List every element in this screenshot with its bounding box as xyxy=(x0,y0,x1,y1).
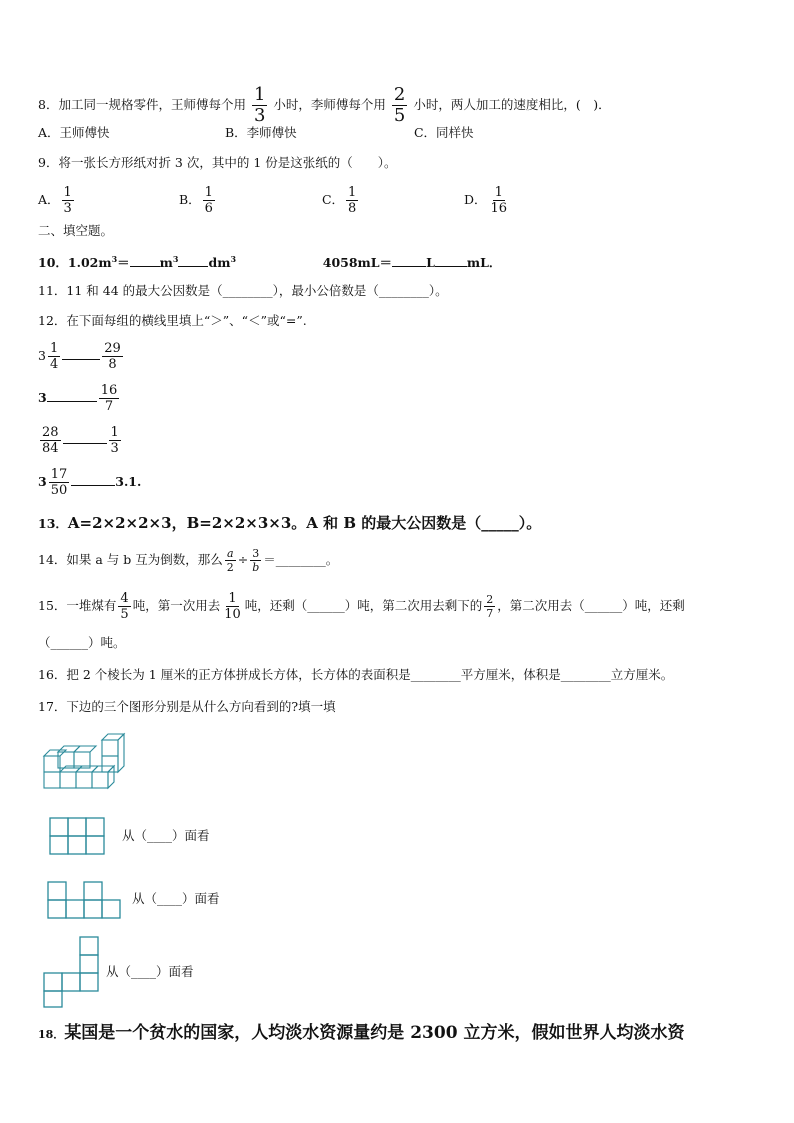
view-figure-1 xyxy=(48,816,108,856)
question-8: 8．加工同一规格零件，王师傅每个用 $\frac{1}{3}$ 小时，李师傅每个用 $\frac{2}{5}$ 小时，两人加工的速度相比，( )． xyxy=(38,84,611,126)
view-label-1: 从（____）面看 xyxy=(122,828,210,843)
option-a: A．王师傅快 xyxy=(38,125,110,140)
option-a: A． $\frac{1}{3}$ xyxy=(38,185,72,216)
answer-blank[interactable] xyxy=(71,473,115,486)
question-12-row-4: 3 $\frac{17}{50}$ 3.1. xyxy=(38,467,142,498)
cube-stack-figure xyxy=(40,730,130,794)
option-d: D． $\frac{1}{16}$ xyxy=(463,185,508,216)
question-14: 14．如果 a 与 b 互为倒数，那么 $\frac{a}{2}$ ÷ $\frac{3}{b}$ ＝________。 xyxy=(38,547,339,574)
option-c: C．同样快 xyxy=(413,125,474,140)
question-18: 18．某国是一个贫水的国家，人均淡水资源量约是 2300 立方米，假如世界人均淡水资 xyxy=(38,1023,685,1043)
question-11: 11．11 和 44 的最大公因数是（________），最小公倍数是（________）。 xyxy=(38,283,448,298)
question-15-line-2: （______）吨。 xyxy=(38,635,126,650)
view-figure-2 xyxy=(46,880,122,920)
question-9: 9．将一张长方形纸对折 3 次，其中的 1 份是这张纸的（ ）。 xyxy=(38,155,397,170)
fraction-two-fifths: $\frac{2}{5}$ xyxy=(393,84,406,126)
answer-blank[interactable] xyxy=(435,254,467,267)
view-label-3: 从（____）面看 xyxy=(106,964,194,979)
question-17: 17．下边的三个图形分别是从什么方向看到的?填一填 xyxy=(38,699,336,714)
view-figure-3 xyxy=(42,935,102,1009)
answer-blank[interactable] xyxy=(130,254,160,267)
answer-blank[interactable] xyxy=(47,389,97,402)
section-title: 二、填空题。 xyxy=(38,223,114,238)
option-c: C． $\frac{1}{8}$ xyxy=(321,185,357,216)
question-8-options xyxy=(38,124,474,142)
answer-blank[interactable] xyxy=(178,254,208,267)
option-b: B．李师傅快 xyxy=(224,125,297,140)
fraction-one-third: $\frac{1}{3}$ xyxy=(253,84,266,126)
question-12-row-2: 3 $\frac{16}{7}$ xyxy=(38,383,118,414)
question-9-options xyxy=(38,186,511,215)
question-13: 13．A=2×2×2×3，B=2×2×3×3。A 和 B 的最大公因数是（_____）。 xyxy=(38,514,542,532)
question-16: 16．把 2 个棱长为 1 厘米的正方体拼成长方体，长方体的表面积是________平方厘米，体积是________立方厘米。 xyxy=(38,667,674,682)
view-label-2: 从（____）面看 xyxy=(132,891,220,906)
answer-blank[interactable] xyxy=(392,254,426,267)
question-15: 15．一堆煤有 $\frac{4}{5}$ 吨，第一次用去 $\frac{1}{10}$ 吨，还剩（______）吨，第二次用去剩下的 $\frac{2}{7}$ ，第二次用去（______）吨，还剩 xyxy=(38,591,685,622)
question-12: 12．在下面每组的横线里填上“＞”、“＜”或“=”. xyxy=(38,313,307,328)
answer-blank[interactable] xyxy=(63,431,107,444)
question-12-row-3: $\frac{28}{84}$ $\frac{1}{3}$ xyxy=(42,425,119,456)
answer-blank[interactable] xyxy=(62,347,100,360)
option-b: B． $\frac{1}{6}$ xyxy=(178,185,213,216)
question-10: 10．$1.02m^3= m^3$ $dm^3$ 4058mL＝ L mL． xyxy=(38,254,502,271)
question-12-row-1: 3 $\frac{1}{4}$ $\frac{29}{8}$ xyxy=(38,341,121,372)
